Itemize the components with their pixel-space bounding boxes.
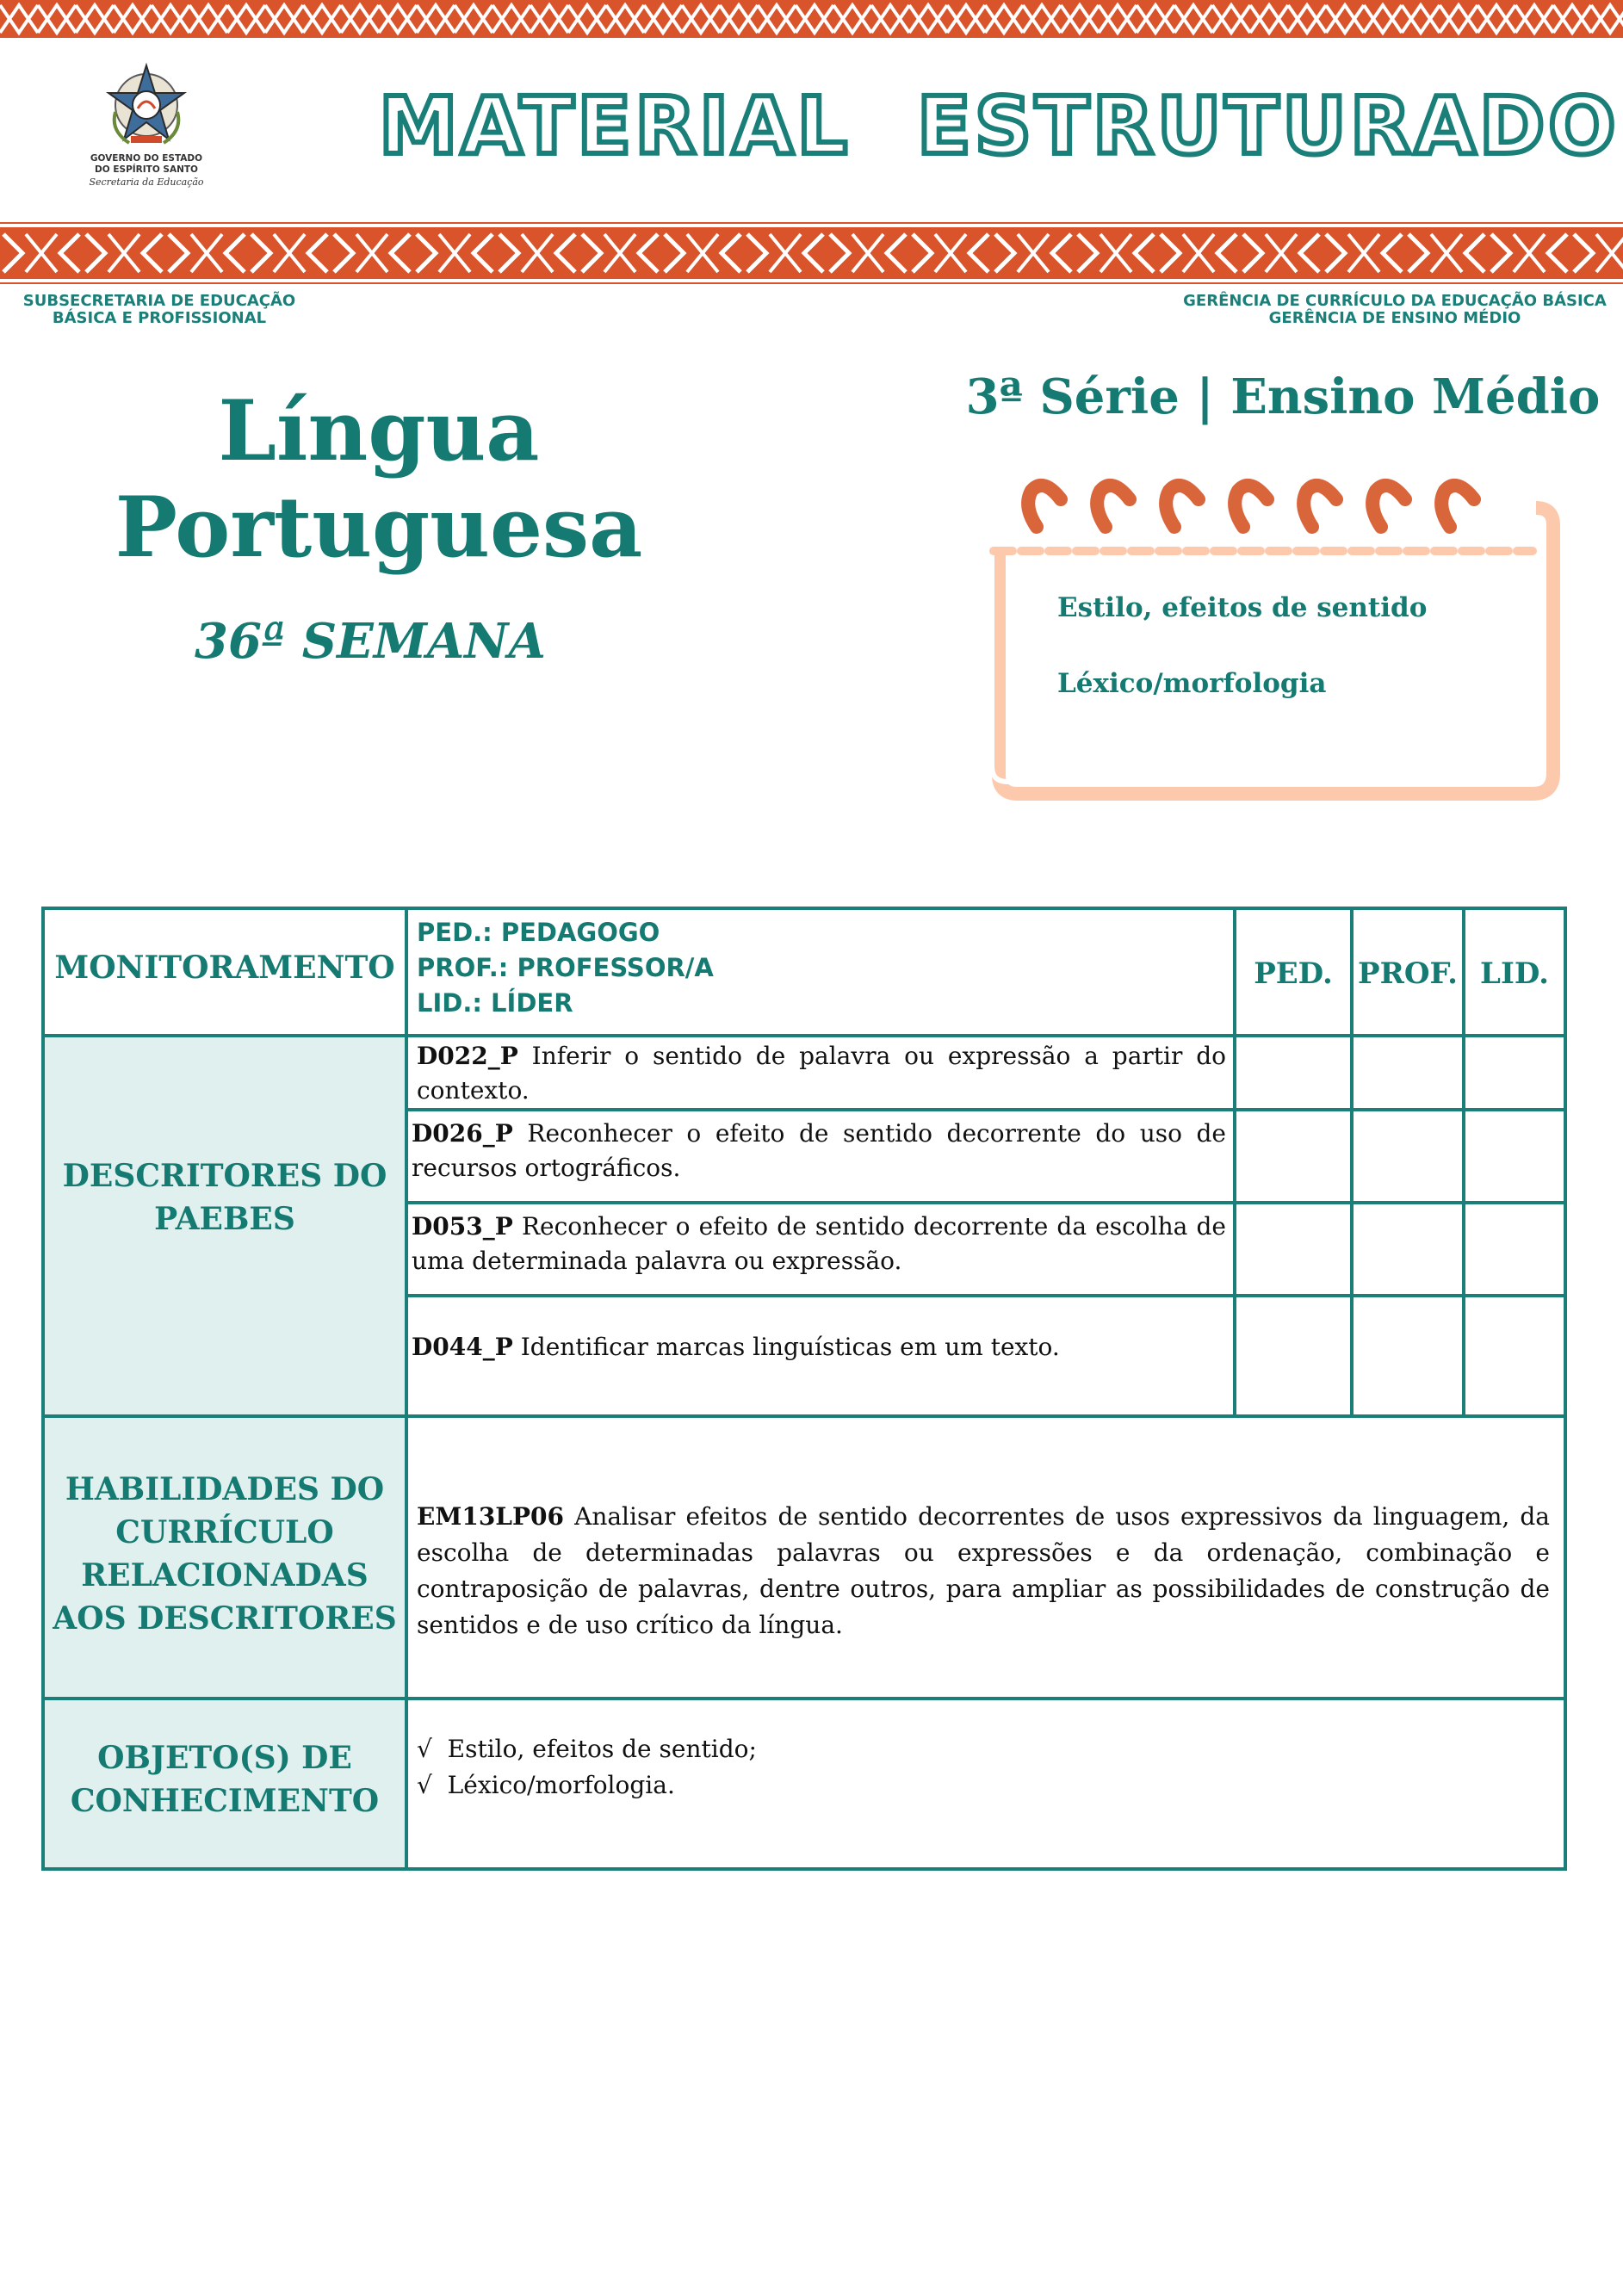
logo-line-3: Secretaria da Educação (89, 176, 204, 188)
grade-label: 3ª Série | Ensino Médio (965, 368, 1601, 425)
check-icon: √ (417, 1735, 432, 1763)
subhead-right-line-2: GERÊNCIA DE ENSINO MÉDIO (1268, 309, 1521, 327)
middle-decorative-band (0, 222, 1623, 284)
week-label: 36ª SEMANA (195, 613, 546, 670)
objeto-item-1: √ Estilo, efeitos de sentido; (417, 1735, 757, 1763)
page-header-title (379, 79, 1620, 183)
title-word-material: MATERIAL (379, 80, 852, 172)
legend-ped: PED.: PEDAGOGO (417, 918, 660, 947)
notebook-topic-2: Léxico/morfologia (1057, 668, 1327, 699)
subject-line-2: Portuguesa (115, 479, 643, 576)
subhead-left-line-1: SUBSECRETARIA DE EDUCAÇÃO (22, 292, 296, 310)
legend-prof: PROF.: PROFESSOR/A (417, 953, 714, 982)
state-government-logo (82, 60, 211, 207)
descritor-row-4: D044_P Identificar marcas linguísticas em um texto. (412, 1333, 1060, 1361)
objetos-label: OBJETO(S) DE CONHECIMENTO (70, 1740, 380, 1819)
habilidade-text: EM13LP06 Analisar efeitos de sentido decorrentes de usos expressivos da linguagem, da escolha de determinadas palavras ou expressões e da ordenação, combinação e contraposição de palavras, dentre outros, para ampliar as possibilidades de construção de sentidos e de uso crítico da língua. (417, 1502, 1550, 1639)
legend-lid: LID.: LÍDER (417, 988, 573, 1018)
check-icon: √ (417, 1771, 432, 1799)
objeto-item-2: √ Léxico/morfologia. (417, 1771, 675, 1799)
descritor-row-3: D053_P Reconhecer o efeito de sentido decorrente da escolha de uma determinada palavra ou expressão. (412, 1212, 1226, 1275)
descritor-row-1: D022_P Inferir o sentido de palavra ou expressão a partir do contexto. (417, 1042, 1226, 1105)
spiral-rings (1028, 486, 1474, 527)
gerencia-label (1180, 293, 1610, 327)
col-head-lid: LID. (1480, 956, 1549, 991)
title-word-estruturado: ESTRUTURADO (917, 80, 1620, 172)
monitoring-table (41, 907, 1567, 1871)
state-coat-of-arms-icon (103, 60, 189, 153)
objetos-list (417, 1731, 1536, 1804)
notebook-illustration (982, 456, 1567, 801)
notebook-topic-1: Estilo, efeitos de sentido (1057, 592, 1428, 623)
col-head-ped: PED. (1254, 956, 1333, 991)
subhead-right-line-1: GERÊNCIA DE CURRÍCULO DA EDUCAÇÃO BÁSICA (1183, 292, 1607, 310)
logo-line-1: GOVERNO DO ESTADO (90, 153, 203, 164)
top-decorative-band (0, 0, 1623, 38)
subject-line-1: Língua (218, 382, 540, 480)
logo-line-2: DO ESPÍRITO SANTO (95, 164, 198, 175)
subhead-left-line-2: BÁSICA E PROFISSIONAL (52, 309, 267, 327)
monitoramento-label: MONITORAMENTO (54, 950, 395, 986)
role-legend (417, 915, 1226, 1021)
col-head-prof: PROF. (1358, 956, 1458, 991)
descritor-row-2: D026_P Reconhecer o efeito de sentido decorrente do uso de recursos ortográficos. (412, 1119, 1227, 1182)
habilidades-label: HABILIDADES DO CURRÍCULO RELACIONADAS AOS DESCRITORES (53, 1471, 397, 1637)
descritores-label: DESCRITORES DO PAEBES (62, 1158, 387, 1237)
subsecretaria-label (17, 293, 301, 327)
subject-title (103, 383, 654, 576)
